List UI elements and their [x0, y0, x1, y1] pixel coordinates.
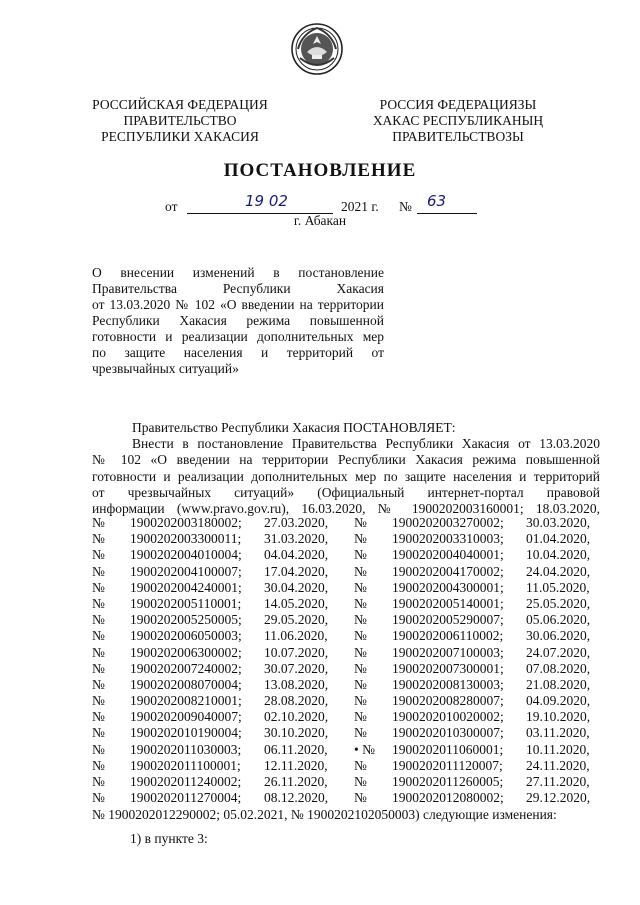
registry-row [92, 547, 600, 563]
subject-line: чрезвычайных ситуаций» [92, 361, 239, 376]
registry-number: 1900202011270004; [130, 790, 242, 806]
registry-no-sign: № [354, 725, 367, 741]
registry-date: 11.06.2020, [264, 628, 328, 644]
subject-line: по защите населения и территорий от [92, 345, 384, 360]
registry-row [92, 677, 600, 693]
registry-no-sign: № [354, 628, 367, 644]
registry-date: 30.07.2020, [264, 660, 329, 676]
registry-no-sign: № [354, 676, 367, 692]
registry-date: 04.09.2020, [526, 693, 591, 709]
registry-date: 05.06.2020, [526, 612, 591, 628]
registry-date: 31.03.2020, [264, 531, 329, 547]
registry-number: 1900202005250005; [130, 612, 242, 628]
amend-tail: № 1900202012290002; 05.02.2021, № 1900202102050003) следующие изменения: [92, 807, 557, 822]
registry-date: 04.04.2020, [264, 547, 329, 563]
registry-date: 30.10.2020, [264, 725, 329, 741]
header-left-line-2: ПРАВИТЕЛЬСТВО [123, 113, 237, 128]
registry-number: 1900202008130003; [392, 676, 504, 692]
registry-no-sign: № [92, 515, 105, 530]
registry-date: 21.08.2020, [526, 676, 591, 692]
registry-number: 1900202011060001; [392, 741, 504, 757]
registry-no-sign: № [92, 628, 105, 644]
registry-number: 1900202010190004; [130, 725, 242, 741]
registry-date: 30.04.2020, [264, 579, 329, 595]
registry-row [92, 645, 600, 661]
registry-date: 27.11.2020, [526, 774, 590, 789]
registry-no-sign: № [354, 531, 367, 547]
registry-number: 1900202008210001; [130, 693, 242, 709]
registry-number: 1900202007300001; [392, 660, 504, 676]
decree-body [92, 420, 600, 517]
registry-date: 11.05.2020, [526, 579, 590, 595]
registry-no-sign: • № [354, 741, 375, 757]
registry-number: 1900202008280007; [392, 693, 504, 709]
registry-number: 1900202008070004; [130, 676, 242, 692]
registry-number: 1900202006300002; [130, 644, 242, 660]
registry-date: 10.11.2020, [526, 741, 590, 757]
registry-number: 1900202011030003; [130, 741, 242, 757]
registry-number: 1900202004300001; [392, 579, 504, 595]
amend-line: № 102 «О введении на территории Республики Хакасия режима повышенной [92, 452, 600, 468]
registry-date: 27.03.2020, [264, 515, 329, 530]
registry-date: 24.07.2020, [526, 644, 591, 660]
subject-line: Правительства Республики Хакасия [92, 281, 384, 296]
registry-no-sign: № [354, 660, 367, 676]
registry-row [92, 774, 600, 790]
registry-number: 1900202003300011; [130, 531, 242, 547]
registry-date: 28.08.2020, [264, 693, 329, 709]
registry-no-sign: № [92, 790, 105, 806]
registry-date: 10.07.2020, [264, 644, 329, 660]
number-label: № [399, 199, 412, 214]
registry-row [92, 596, 600, 612]
registry-no-sign: № [354, 774, 367, 789]
amend-line: готовности и реализации дополнительных мер по защите населения и территорий [92, 468, 600, 484]
registry-date: 29.12.2020, [526, 790, 591, 806]
registry-number: 1900202007240002; [130, 660, 242, 676]
registry-no-sign: № [354, 644, 367, 660]
registry-row [92, 612, 600, 628]
registry-number: 1900202003310003; [392, 531, 504, 547]
registry-number: 1900202012080002; [392, 790, 504, 806]
subject-line: от 13.03.2020 № 102 «О введении на территории [92, 297, 384, 312]
registry-number: 1900202007100003; [392, 644, 504, 660]
registry-row [92, 661, 600, 677]
registry-no-sign: № [92, 774, 105, 789]
registry-date: 08.12.2020, [264, 790, 329, 806]
registry-date: 14.05.2020, [264, 595, 329, 611]
registry-row [92, 709, 600, 725]
header-left-line-3: РЕСПУБЛИКИ ХАКАСИЯ [101, 129, 259, 144]
header-right-line-2: ХАКАС РЕСПУБЛИКАНЫҢ [372, 113, 544, 128]
registry-no-sign: № [92, 709, 105, 725]
registry-number: 1900202005290007; [392, 612, 504, 628]
registry-row [92, 628, 600, 644]
registry-number: 1900202004010004; [130, 547, 242, 563]
registry-row [92, 742, 600, 758]
registry-number: 1900202009040007; [130, 709, 242, 725]
registry-row [92, 758, 600, 774]
registry-number: 1900202003270002; [392, 515, 504, 530]
registry-no-sign: № [354, 595, 367, 611]
decree-subject [92, 265, 384, 377]
registry-date: 01.04.2020, [526, 531, 591, 547]
registry-date: 30.06.2020, [526, 628, 591, 644]
registry-number: 1900202006110002; [392, 628, 504, 644]
registry-no-sign: № [92, 531, 105, 547]
registry-no-sign: № [92, 741, 105, 757]
registry-row [92, 725, 600, 741]
registry-row [92, 531, 600, 547]
registry-date: 10.04.2020, [526, 547, 591, 563]
registry-no-sign: № [92, 612, 105, 628]
registry-number: 1900202011100001; [130, 757, 241, 773]
registry-number: 1900202011240002; [130, 774, 242, 789]
registry-no-sign: № [92, 563, 105, 579]
year-label: 2021 г. [341, 199, 379, 214]
registry-no-sign: № [354, 515, 367, 530]
registry-row [92, 564, 600, 580]
header-left-block [80, 97, 280, 145]
header-right-line-3: ПРАВИТЕЛЬСТВОЗЫ [392, 129, 524, 144]
registry-date: 02.10.2020, [264, 709, 329, 725]
registry-number: 1900202005140001; [392, 595, 504, 611]
header-right-block [358, 97, 558, 145]
registry-date: 25.05.2020, [526, 595, 591, 611]
city-label: г. Абакан [293, 213, 347, 228]
amend-line: от чрезвычайных ситуаций» (Официальный интернет-портал правовой [92, 484, 600, 500]
registry-no-sign: № [92, 644, 105, 660]
registry-no-sign: № [92, 676, 105, 692]
registry-no-sign: № [92, 757, 105, 773]
header-right-line-1: РОССИЯ ФЕДЕРАЦИЯЗЫ [379, 97, 537, 112]
registry-date: 13.08.2020, [264, 676, 329, 692]
registry-row [92, 693, 600, 709]
subject-line: готовности и реализации дополнительных мер [92, 329, 384, 344]
registry-date: 24.11.2020, [526, 757, 590, 773]
registry-date: 26.11.2020, [264, 774, 328, 789]
registry-row [92, 515, 600, 531]
registry-no-sign: № [354, 563, 367, 579]
subject-line: Республики Хакасия режима повышенной [92, 313, 384, 328]
registry-number: 1900202004100007; [130, 563, 242, 579]
amend-line: информации (www.pravo.gov.ru), 16.03.2020, № 1900202003160001; 18.03.2020, [92, 501, 600, 517]
registry-no-sign: № [354, 693, 367, 709]
header-left-line-1: РОССИЙСКАЯ ФЕДЕРАЦИЯ [92, 97, 268, 112]
registry-date: 30.03.2020, [526, 515, 591, 530]
registry-row [92, 580, 600, 596]
registry-date: 12.11.2020, [264, 757, 328, 773]
registry-number: 1900202004240001; [130, 579, 242, 595]
registry-no-sign: № [354, 547, 367, 563]
registry-date: 24.04.2020, [526, 563, 591, 579]
registry-no-sign: № [92, 547, 105, 563]
document-title: ПОСТАНОВЛЕНИЕ [223, 160, 417, 181]
registry-date: 03.11.2020, [526, 725, 590, 741]
registry-date: 07.08.2020, [526, 660, 591, 676]
registry-no-sign: № [92, 579, 105, 595]
registry-date: 19.10.2020, [526, 709, 591, 725]
registry-number: 1900202010020002; [392, 709, 504, 725]
registry-no-sign: № [354, 579, 367, 595]
date-from-label: от [165, 199, 178, 214]
registry-number: 1900202005110001; [130, 595, 242, 611]
registry-no-sign: № [92, 725, 105, 741]
amend-line: Внести в постановление Правительства Республики Хакасия от 13.03.2020 [132, 436, 600, 452]
registry-no-sign: № [354, 757, 367, 773]
registry-no-sign: № [354, 612, 367, 628]
registry-number: 1900202010300007; [392, 725, 504, 741]
handwritten-date: 19 02 [245, 192, 288, 210]
registry-number: 1900202011260005; [392, 774, 504, 789]
registry-no-sign: № [92, 595, 105, 611]
registry-number: 1900202004040001; [392, 547, 504, 563]
registry-no-sign: № [92, 693, 105, 709]
registry-number: 1900202011120007; [392, 757, 503, 773]
registry-date: 06.11.2020, [264, 741, 328, 757]
khakassia-emblem-icon [290, 22, 344, 76]
registry-row [92, 790, 600, 806]
registry-date: 17.04.2020, [264, 563, 329, 579]
registry-date: 29.05.2020, [264, 612, 329, 628]
registry-number: 1900202006050003; [130, 628, 242, 644]
decree-intro: Правительство Республики Хакасия ПОСТАНОВЛЯЕТ: [132, 420, 456, 435]
publication-registry [92, 515, 600, 806]
registry-no-sign: № [92, 660, 105, 676]
registry-no-sign: № [354, 790, 367, 806]
registry-no-sign: № [354, 709, 367, 725]
registry-number: 1900202004170002; [392, 563, 504, 579]
registry-number: 1900202003180002; [130, 515, 242, 530]
handwritten-number: 63 [427, 192, 447, 210]
item-1: 1) в пункте 3: [130, 831, 208, 846]
subject-line: О внесении изменений в постановление [92, 265, 384, 280]
